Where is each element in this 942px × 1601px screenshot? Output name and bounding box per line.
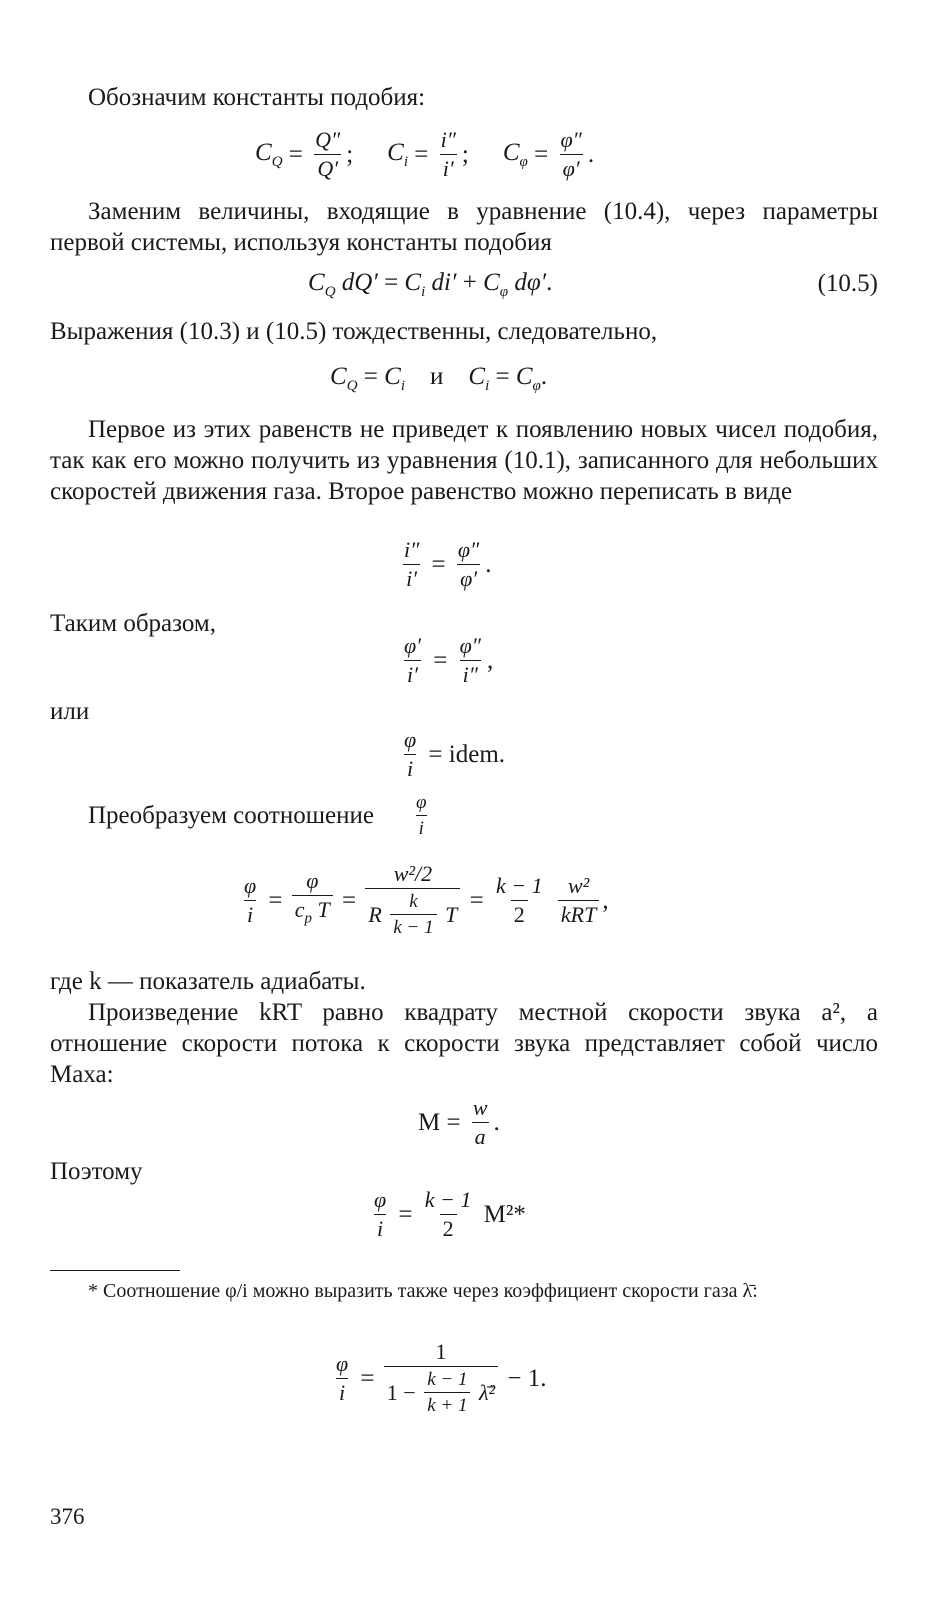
formula-10-5: $C_Q$ $dQ' = C_i$ $di' + C_\varphi$ dφ′. xyxy=(308,269,553,300)
page-number: 376 xyxy=(50,1504,85,1529)
formula-ratio-i-phi: $\frac{i''}{i'}$ = $\frac{\varphi''}{\varphi'}$ . xyxy=(404,537,492,591)
paragraph-thus: Таким образом, xyxy=(50,610,216,637)
formula-phi-mach: $\frac{\varphi}{i}$ = $\frac{k - 1}{2}$ M²* xyxy=(374,1187,526,1241)
formula-mach: M = $\frac{w}{a}$ . xyxy=(418,1095,500,1149)
transform-label: Преобразуем соотношение xyxy=(88,802,374,829)
paragraph-replace-quantities: Заменим величины, входящие в уравнение (10.4), через параметры первой системы, используя константы подобия xyxy=(50,198,878,256)
paragraph-transform xyxy=(50,800,410,831)
paragraph-identical-expressions: Выражения (10.3) и (10.5) тождественны, следовательно, xyxy=(50,318,658,345)
idem-text: = idem. xyxy=(428,741,506,768)
paragraph-mach-number: Произведение kRT равно квадрату местной скорости звука a², а отношение скорости потока к скорости звука представляет собой число Маха: xyxy=(50,999,878,1088)
paragraph-first-equality: Первое из этих равенств не приведет к появлению новых чисел подобия, так как его можно получить из уравнения (10.1), записанного для небольших скоростей движения газа. Второе равенство можно переписать в виде xyxy=(50,416,878,505)
formula-similarity-constants: $C_Q$ = $\frac{Q''}{Q'}$ ; $C_i$ = $\frac{i''}{i'}$ ; $C_\varphi$ = $\frac{\varphi''}{\varphi'}$ . xyxy=(255,127,595,181)
footnote-text: * Соотношение φ/i можно выразить также через коэффициент скорости газа λ̄: xyxy=(88,1280,758,1302)
formula-transform-ratio: $\frac{\varphi}{i}$ xyxy=(416,792,427,839)
paragraph-or: или xyxy=(50,698,90,725)
paragraph-adiabatic-index: где k — показатель адиабаты. xyxy=(50,968,366,995)
formula-idem: $\frac{\varphi}{i}$ = idem. xyxy=(404,727,506,781)
paragraph-similarity-constants: Обозначим константы подобия: xyxy=(88,84,426,111)
formula-phi-over-i: $\frac{\varphi'}{i'}$ = $\frac{\varphi''}{i''}$ , xyxy=(404,633,494,687)
equation-number-10-5: (10.5) xyxy=(817,270,878,297)
formula-constant-equalities: $C_Q = C_i$ и $C_i = C_\varphi$. xyxy=(330,363,548,394)
footnote-rule xyxy=(50,1270,180,1271)
paragraph-therefore: Поэтому xyxy=(50,1158,143,1185)
formula-phi-expansion: $\frac{\varphi}{i}$ = $\frac{\varphi}{c_p T}$ = w²/2 R $\frac{k}{k - 1}$ T = $\frac{k - 1}{2}$ $\frac{\text{w²}}{\text{kRT}}$ , xyxy=(244,861,609,938)
formula-footnote-lambda: $\frac{\varphi}{i}$ = 1 1 − $\frac{k - 1}{k + 1}$ λ̄² − 1. xyxy=(336,1339,547,1416)
and-word: и xyxy=(430,363,444,390)
